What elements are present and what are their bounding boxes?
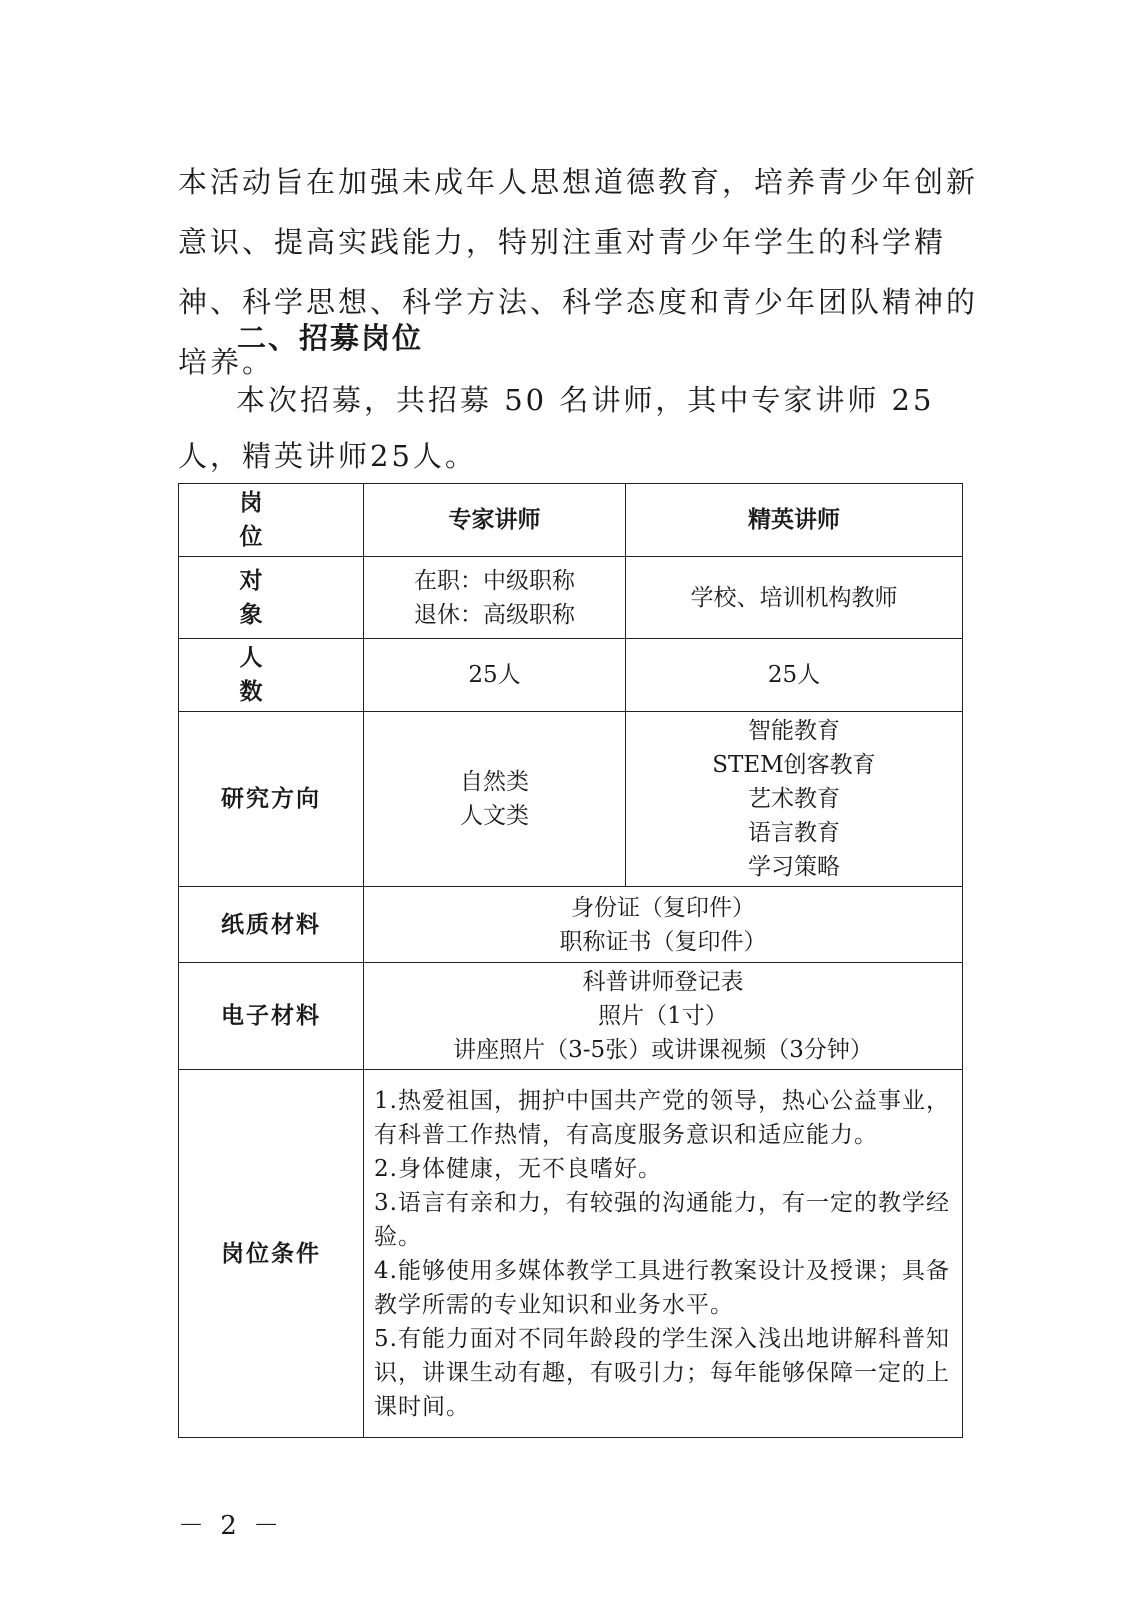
count-label-cell: 人 数 xyxy=(179,639,364,712)
paper-items-cell: 身份证（复印件） 职称证书（复印件） xyxy=(364,887,963,963)
table-row xyxy=(179,712,963,887)
count-elite-cell: 25人 xyxy=(625,639,962,712)
header-expert-cell: 专家讲师 xyxy=(364,484,626,557)
research-elite-cell: 智能教育 STEM创客教育 艺术教育 语言教育 学习策略 xyxy=(625,712,962,887)
research-expert-cell: 自然类 人文类 xyxy=(364,712,626,887)
header-elite-cell: 精英讲师 xyxy=(625,484,962,557)
header-label-cell: 岗 位 xyxy=(179,484,364,557)
table-row xyxy=(179,639,963,712)
condition-item: 4.能够使用多媒体教学工具进行教案设计及授课；具备教学所需的专业知识和业务水平。 xyxy=(374,1257,950,1318)
condition-item: 1.热爱祖国，拥护中国共产党的领导，热心公益事业，有科普工作热情，有高度服务意识和适应能力。 xyxy=(374,1087,950,1148)
section-heading: 二、招募岗位 xyxy=(237,321,424,355)
table-row xyxy=(179,484,963,557)
electronic-items-cell: 科普讲师登记表 照片（1寸） 讲座照片（3-5张）或讲课视频（3分钟） xyxy=(364,963,963,1070)
conditions-label-cell: 岗位条件 xyxy=(179,1070,364,1438)
page-number: － 2 － xyxy=(178,1511,284,1541)
condition-item: 2.身体健康，无不良嗜好。 xyxy=(374,1155,662,1182)
condition-item: 5.有能力面对不同年龄段的学生深入浅出地讲解科普知识，讲课生动有趣，有吸引力；每年能够保障一定的上课时间。 xyxy=(374,1325,950,1420)
conditions-items-cell xyxy=(364,1070,963,1438)
condition-item: 3.语言有亲和力，有较强的沟通能力，有一定的教学经验。 xyxy=(374,1189,950,1250)
electronic-label-cell: 电子材料 xyxy=(179,963,364,1070)
research-label-cell: 研究方向 xyxy=(179,712,364,887)
table-row xyxy=(179,1070,963,1438)
table-row xyxy=(179,963,963,1070)
table-row xyxy=(179,887,963,963)
target-elite-cell: 学校、培训机构教师 xyxy=(625,557,962,639)
table-row xyxy=(179,557,963,639)
recruit-summary: 本次招募，共招募 50 名讲师，其中专家讲师 25 人，精英讲师25人。 xyxy=(178,383,935,473)
target-expert-cell: 在职：中级职称 退休：高级职称 xyxy=(364,557,626,639)
intro-paragraph: 本活动旨在加强未成年人思想道德教育，培养青少年创新意识、提高实践能力，特别注重对青少年学生的科学精神、科学思想、科学方法、科学态度和青少年团队精神的培养。 xyxy=(178,165,979,379)
paper-label-cell: 纸质材料 xyxy=(179,887,364,963)
count-expert-cell: 25人 xyxy=(364,639,626,712)
recruitment-table xyxy=(178,483,963,1438)
target-label-cell: 对 象 xyxy=(179,557,364,639)
